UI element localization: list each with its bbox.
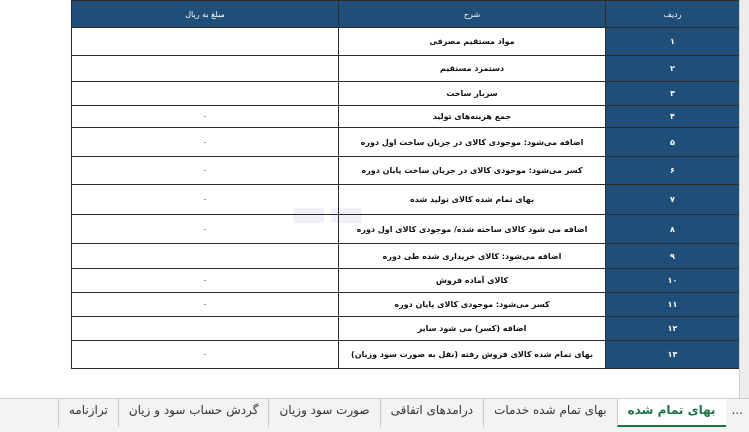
amount-cell[interactable]: ۰	[72, 341, 339, 369]
amount-cell[interactable]	[72, 56, 339, 82]
row-number-cell[interactable]: ۳	[606, 82, 740, 106]
sheet-tab[interactable]: بهای تمام شده	[617, 399, 726, 427]
row-number-cell[interactable]: ۵	[606, 128, 740, 157]
row-number-cell[interactable]: ۶	[606, 157, 740, 185]
header-row	[72, 1, 740, 28]
sheet-tab[interactable]: گردش حساب سود و زیان	[118, 399, 269, 427]
amount-cell[interactable]	[72, 82, 339, 106]
amount-cell[interactable]: ۰	[72, 106, 339, 128]
header-amount[interactable]: مبلغ به ریال	[72, 1, 339, 28]
header-row-number[interactable]: ردیف	[606, 1, 740, 28]
amount-cell[interactable]: ۰	[72, 215, 339, 244]
table-row	[72, 185, 740, 215]
row-number-cell[interactable]: ۸	[606, 215, 740, 244]
amount-cell[interactable]: ۰	[72, 185, 339, 215]
vertical-scrollbar[interactable]	[739, 0, 749, 398]
description-cell[interactable]: دستمزد مستقیم	[339, 56, 606, 82]
sheet-tabs	[0, 398, 749, 432]
amount-cell[interactable]: ۰	[72, 157, 339, 185]
description-cell[interactable]: جمع هزینه‌های تولید	[339, 106, 606, 128]
amount-cell[interactable]: ۰	[72, 269, 339, 293]
amount-cell[interactable]	[72, 28, 339, 56]
table-row	[72, 82, 740, 106]
description-cell[interactable]: اضافه (کسر) می شود سایر	[339, 317, 606, 341]
sheet-tab[interactable]: بهای تمام شده خدمات	[483, 399, 616, 427]
table-row	[72, 128, 740, 157]
row-number-cell[interactable]: ۱	[606, 28, 740, 56]
description-cell[interactable]: اضافه می شود کالای ساخته شده/ موجودی کالای اول دوره	[339, 215, 606, 244]
description-cell[interactable]: کالای آماده فروش	[339, 269, 606, 293]
sheet-tab[interactable]: درامدهای اتفاقی	[380, 399, 484, 427]
table-row	[72, 341, 740, 369]
description-cell[interactable]: کسر می‌شود: موجودی کالای در جریان ساخت پایان دوره	[339, 157, 606, 185]
description-cell[interactable]: بهای تمام شده کالای فروش رفته (نقل به صورت سود وزیان)	[339, 341, 606, 369]
amount-cell[interactable]	[72, 244, 339, 269]
description-cell[interactable]: اضافه می‌شود: کالای خریداری شده طی دوره	[339, 244, 606, 269]
row-number-cell[interactable]: ۲	[606, 56, 740, 82]
more-tabs-button[interactable]: ...	[731, 403, 743, 417]
amount-cell[interactable]	[72, 317, 339, 341]
amount-cell[interactable]: ۰	[72, 293, 339, 317]
table-row	[72, 293, 740, 317]
table-row	[72, 317, 740, 341]
row-number-cell[interactable]: ۱۲	[606, 317, 740, 341]
header-description[interactable]: شرح	[339, 1, 606, 28]
row-number-cell[interactable]: ۹	[606, 244, 740, 269]
row-number-cell[interactable]: ۱۱	[606, 293, 740, 317]
description-cell[interactable]: کسر می‌شود: موجودی کالای پایان دوره	[339, 293, 606, 317]
amount-cell[interactable]: ۰	[72, 128, 339, 157]
row-number-cell[interactable]: ۷	[606, 185, 740, 215]
sheet-tab[interactable]: ترازنامه	[58, 399, 118, 427]
row-number-cell[interactable]: ۱۳	[606, 341, 740, 369]
sheet-tab[interactable]: صورت سود وزیان	[268, 399, 379, 427]
row-number-cell[interactable]: ۱۰	[606, 269, 740, 293]
description-cell[interactable]: اضافه می‌شود: موجودی کالای در جریان ساخت اول دوره	[339, 128, 606, 157]
description-cell[interactable]: مواد مستقیم مصرفی	[339, 28, 606, 56]
description-cell[interactable]: بهای تمام شده کالای تولید شده	[339, 185, 606, 215]
table-row	[72, 157, 740, 185]
row-number-cell[interactable]: ۴	[606, 106, 740, 128]
table-row	[72, 106, 740, 128]
cost-table	[71, 0, 740, 369]
table-row	[72, 28, 740, 56]
table-row	[72, 269, 740, 293]
table-row	[72, 56, 740, 82]
watermark-logo: ▬▬	[290, 190, 366, 236]
table-row	[72, 244, 740, 269]
table-row	[72, 215, 740, 244]
description-cell[interactable]: سربار ساخت	[339, 82, 606, 106]
